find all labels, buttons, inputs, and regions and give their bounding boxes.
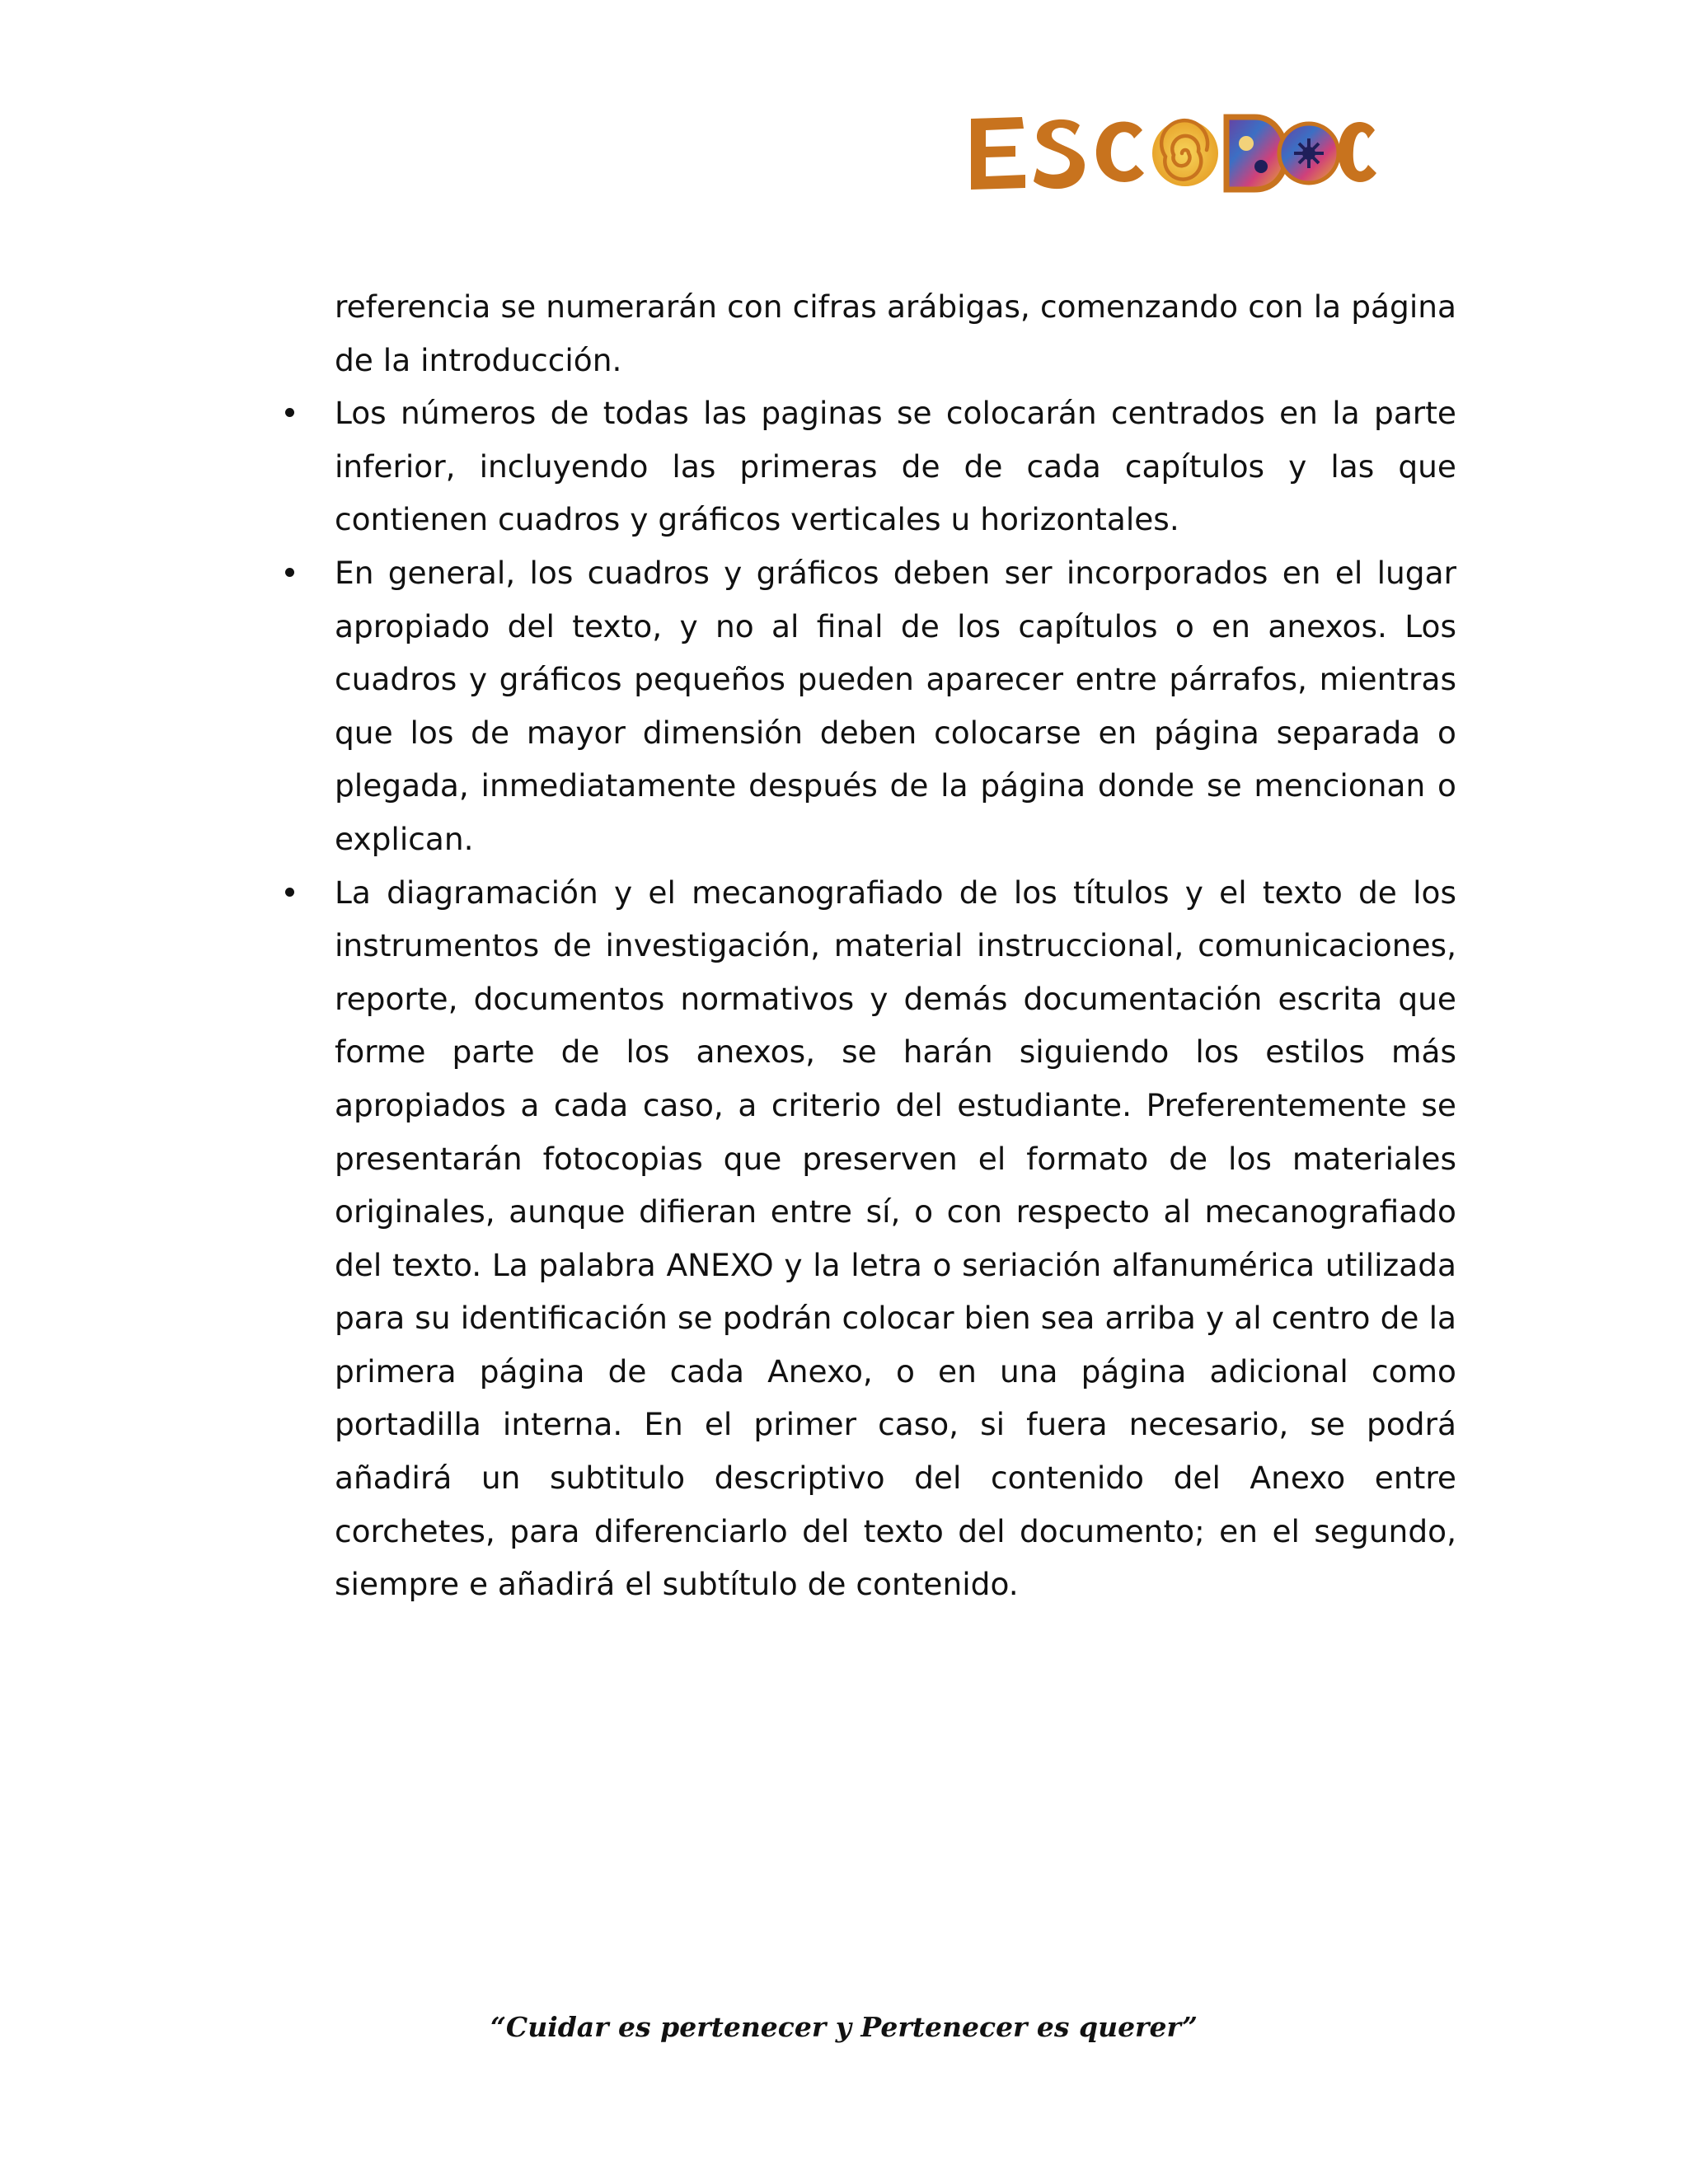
list-item xyxy=(282,546,1456,866)
escodoc-logo xyxy=(964,101,1376,208)
bullet-icon xyxy=(285,408,294,417)
body-text xyxy=(282,280,1456,1611)
list-item xyxy=(282,866,1456,1611)
list-item-text: Los números de todas las paginas se colocarán centrados en la parte inferior, incluyendo las primeras de de cada capítulos y las que contienen cuadros y gráficos verticales u horizontales. xyxy=(335,395,1456,538)
footer-motto: “Cuidar es pertenecer y Pertenecer es querer” xyxy=(490,2011,1198,2043)
bullet-list xyxy=(282,387,1456,1611)
continuation-paragraph: referencia se numerarán con cifras arábigas, comenzando con la página de la introducción. xyxy=(335,288,1456,378)
list-item xyxy=(282,387,1456,546)
list-item-text: En general, los cuadros y gráficos deben ser incorporados en el lugar apropiado del texto, y no al final de los capítulos o en anexos. Los cuadros y gráficos pequeños pueden aparecer entre párrafos, mientras que los de mayor dimensión deben colocarse en página separada o plegada, inmediatamente después de la página donde se mencionan o explican. xyxy=(335,554,1456,857)
bullet-icon xyxy=(285,888,294,897)
bullet-icon xyxy=(285,568,294,577)
list-item-text: La diagramación y el mecanografiado de los títulos y el texto de los instrumentos de investigación, material instruccional, comunicaciones, reporte, documentos normativos y demás documentación escrita que forme parte de los anexos, se harán siguiendo los estilos más apropiados a cada caso, a criterio del estudiante. Preferentemente se presentarán fotocopias que preserven el formato de los materiales originales, aunque difieran entre sí, o con respecto al mecanografiado del texto. La palabra ANEXO y la letra o seriación alfanumérica utilizada para su identificación se podrán colocar bien sea arriba y al centro de la primera página de cada Anexo, o en una página adicional como portadilla interna. En el primer caso, si fuera necesario, se podrá añadirá un subtitulo descriptivo del contenido del Anexo entre corchetes, para diferenciarlo del texto del documento; en el segundo, siempre e añadirá el subtítulo de contenido. xyxy=(335,874,1456,1603)
